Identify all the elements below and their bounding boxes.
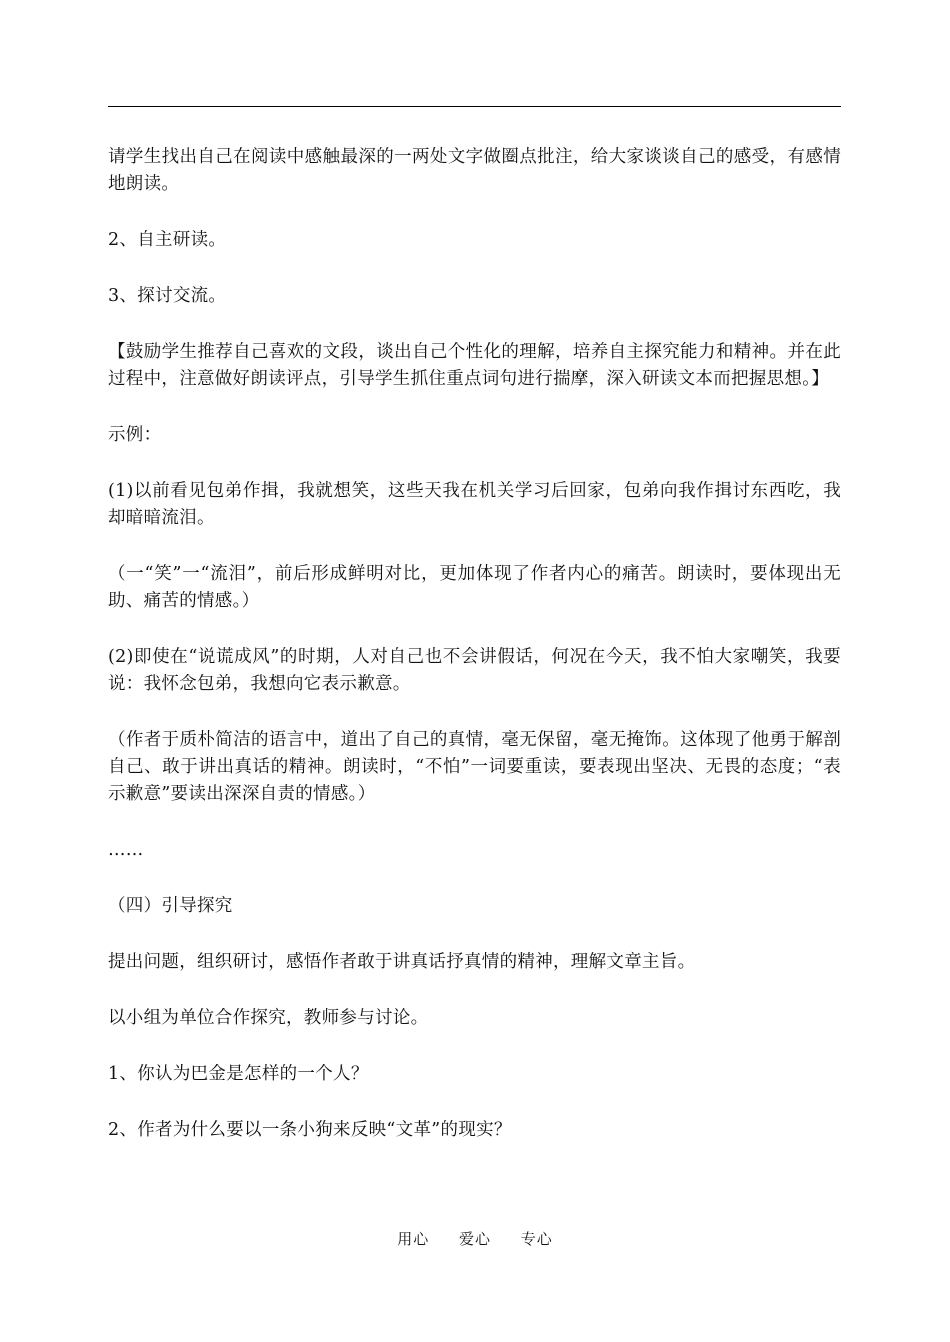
paragraph-step-2: 2、自主研读。 [108, 230, 227, 250]
paragraph-example-heading: 示例： [108, 425, 162, 445]
paragraph-instruction: 请学生找出自己在阅读中感触最深的一两处文字做圈点批注，给大家谈谈自己的感受，有感情地朗读。 [108, 147, 841, 194]
footer-word: 专心 [520, 1230, 553, 1248]
section-heading: （四）引导探究 [108, 896, 233, 916]
paragraph-example-2-note: （作者于质朴简洁的语言中，道出了自己的真情，毫无保留，毫无掩饰。这体现了他勇于解剖自己、敢于讲出真话的精神。朗读时，“不怕”一词要重读，要表现出坚决、无畏的态度；“表示歉意”要读出深深自责的情感。） [108, 730, 841, 804]
page-footer [0, 1228, 950, 1249]
paragraph-bracket-note: 【鼓励学生推荐自己喜欢的文段，谈出自己个性化的理解，培养自主探究能力和精神。并在此过程中，注意做好朗读评点，引导学生抓住重点词句进行揣摩，深入研读文本而把握思想。】 [108, 342, 841, 389]
paragraph-example-2: (2)即使在“说谎成风”的时期，人对自己也不会讲假话，何况在今天，我不怕大家嘲笑，我要说：我怀念包弟，我想向它表示歉意。 [108, 647, 841, 694]
paragraph-ellipsis: …… [108, 840, 144, 860]
paragraph-example-1-note: （一“笑”一“流泪”，前后形成鲜明对比，更加体现了作者内心的痛苦。朗读时，要体现出无助、痛苦的情感。） [108, 564, 841, 611]
paragraph-example-1: (1)以前看见包弟作揖，我就想笑，这些天我在机关学习后回家，包弟向我作揖讨东西吃，我却暗暗流泪。 [108, 481, 841, 528]
question-1: 1、你认为巴金是怎样的一个人？ [108, 1064, 369, 1084]
paragraph-step-3: 3、探讨交流。 [108, 286, 227, 306]
question-2: 2、作者为什么要以一条小狗来反映“文革”的现实？ [108, 1120, 512, 1140]
header-rule [108, 106, 841, 107]
paragraph-question-intro: 提出问题，组织研讨，感悟作者敢于讲真话抒真情的精神，理解文章主旨。 [108, 952, 696, 972]
document-body [108, 144, 841, 1173]
paragraph-group-work: 以小组为单位合作探究，教师参与讨论。 [108, 1008, 429, 1028]
footer-word: 爱心 [458, 1230, 491, 1248]
footer-word: 用心 [397, 1230, 430, 1248]
